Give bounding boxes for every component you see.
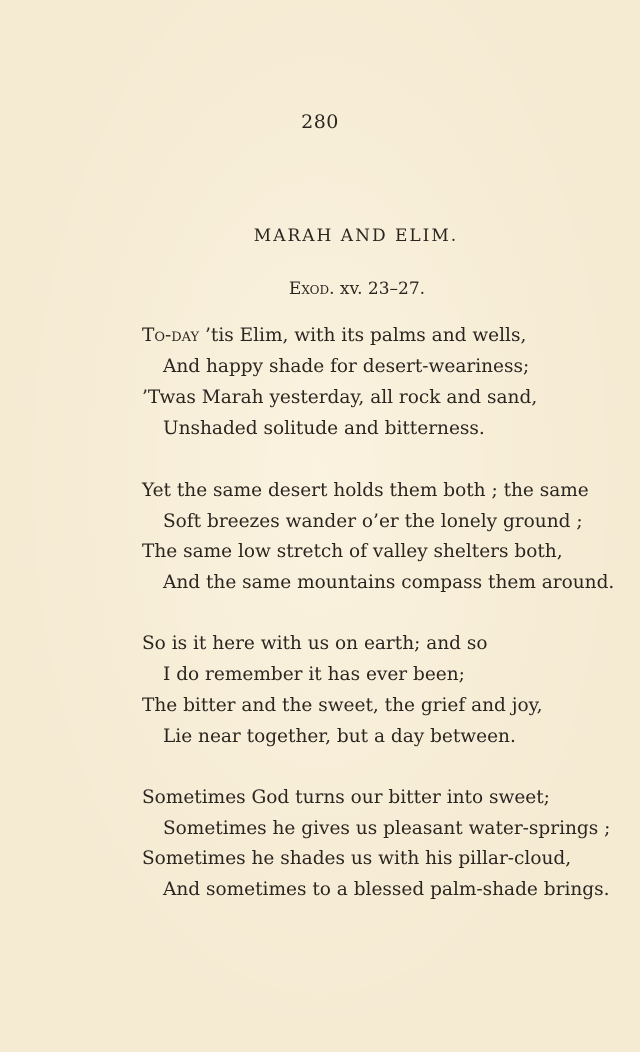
- poem-line: And the same mountains compass them around.: [163, 572, 615, 593]
- line-lead-word: To-day: [142, 325, 200, 346]
- poem-line: The same low stretch of valley shelters both,: [142, 541, 563, 562]
- poem-line: Lie near together, but a day between.: [163, 726, 516, 747]
- poem-line: Sometimes God turns our bitter into sweet;: [142, 787, 550, 808]
- poem-line: Sometimes he gives us pleasant water-springs ;: [163, 818, 611, 839]
- poem-line: And happy shade for desert-weariness;: [163, 356, 530, 377]
- poem-line: Soft breezes wander o’er the lonely ground ;: [163, 511, 583, 532]
- poem-line: ’Twas Marah yesterday, all rock and sand,: [142, 387, 538, 408]
- page-number: 280: [301, 111, 339, 133]
- poem-line: Unshaded solitude and bitterness.: [163, 418, 485, 439]
- poem-line: The bitter and the sweet, the grief and joy,: [142, 695, 543, 716]
- citation-book: Exod.: [288, 279, 335, 299]
- poem-line: I do remember it has ever been;: [163, 664, 465, 685]
- poem-line: And sometimes to a blessed palm-shade brings.: [163, 879, 610, 900]
- poem-line: Sometimes he shades us with his pillar-cloud,: [142, 848, 572, 869]
- scripture-citation: [0, 279, 640, 299]
- poem-title: MARAH AND ELIM.: [253, 226, 459, 246]
- line-text: ’tis Elim, with its palms and wells,: [199, 325, 527, 346]
- poem-line: [142, 324, 526, 348]
- poem-line: So is it here with us on earth; and so: [142, 633, 488, 654]
- citation-reference: xv. 23–27.: [339, 279, 426, 299]
- poem-line: Yet the same desert holds them both ; the same: [142, 480, 589, 501]
